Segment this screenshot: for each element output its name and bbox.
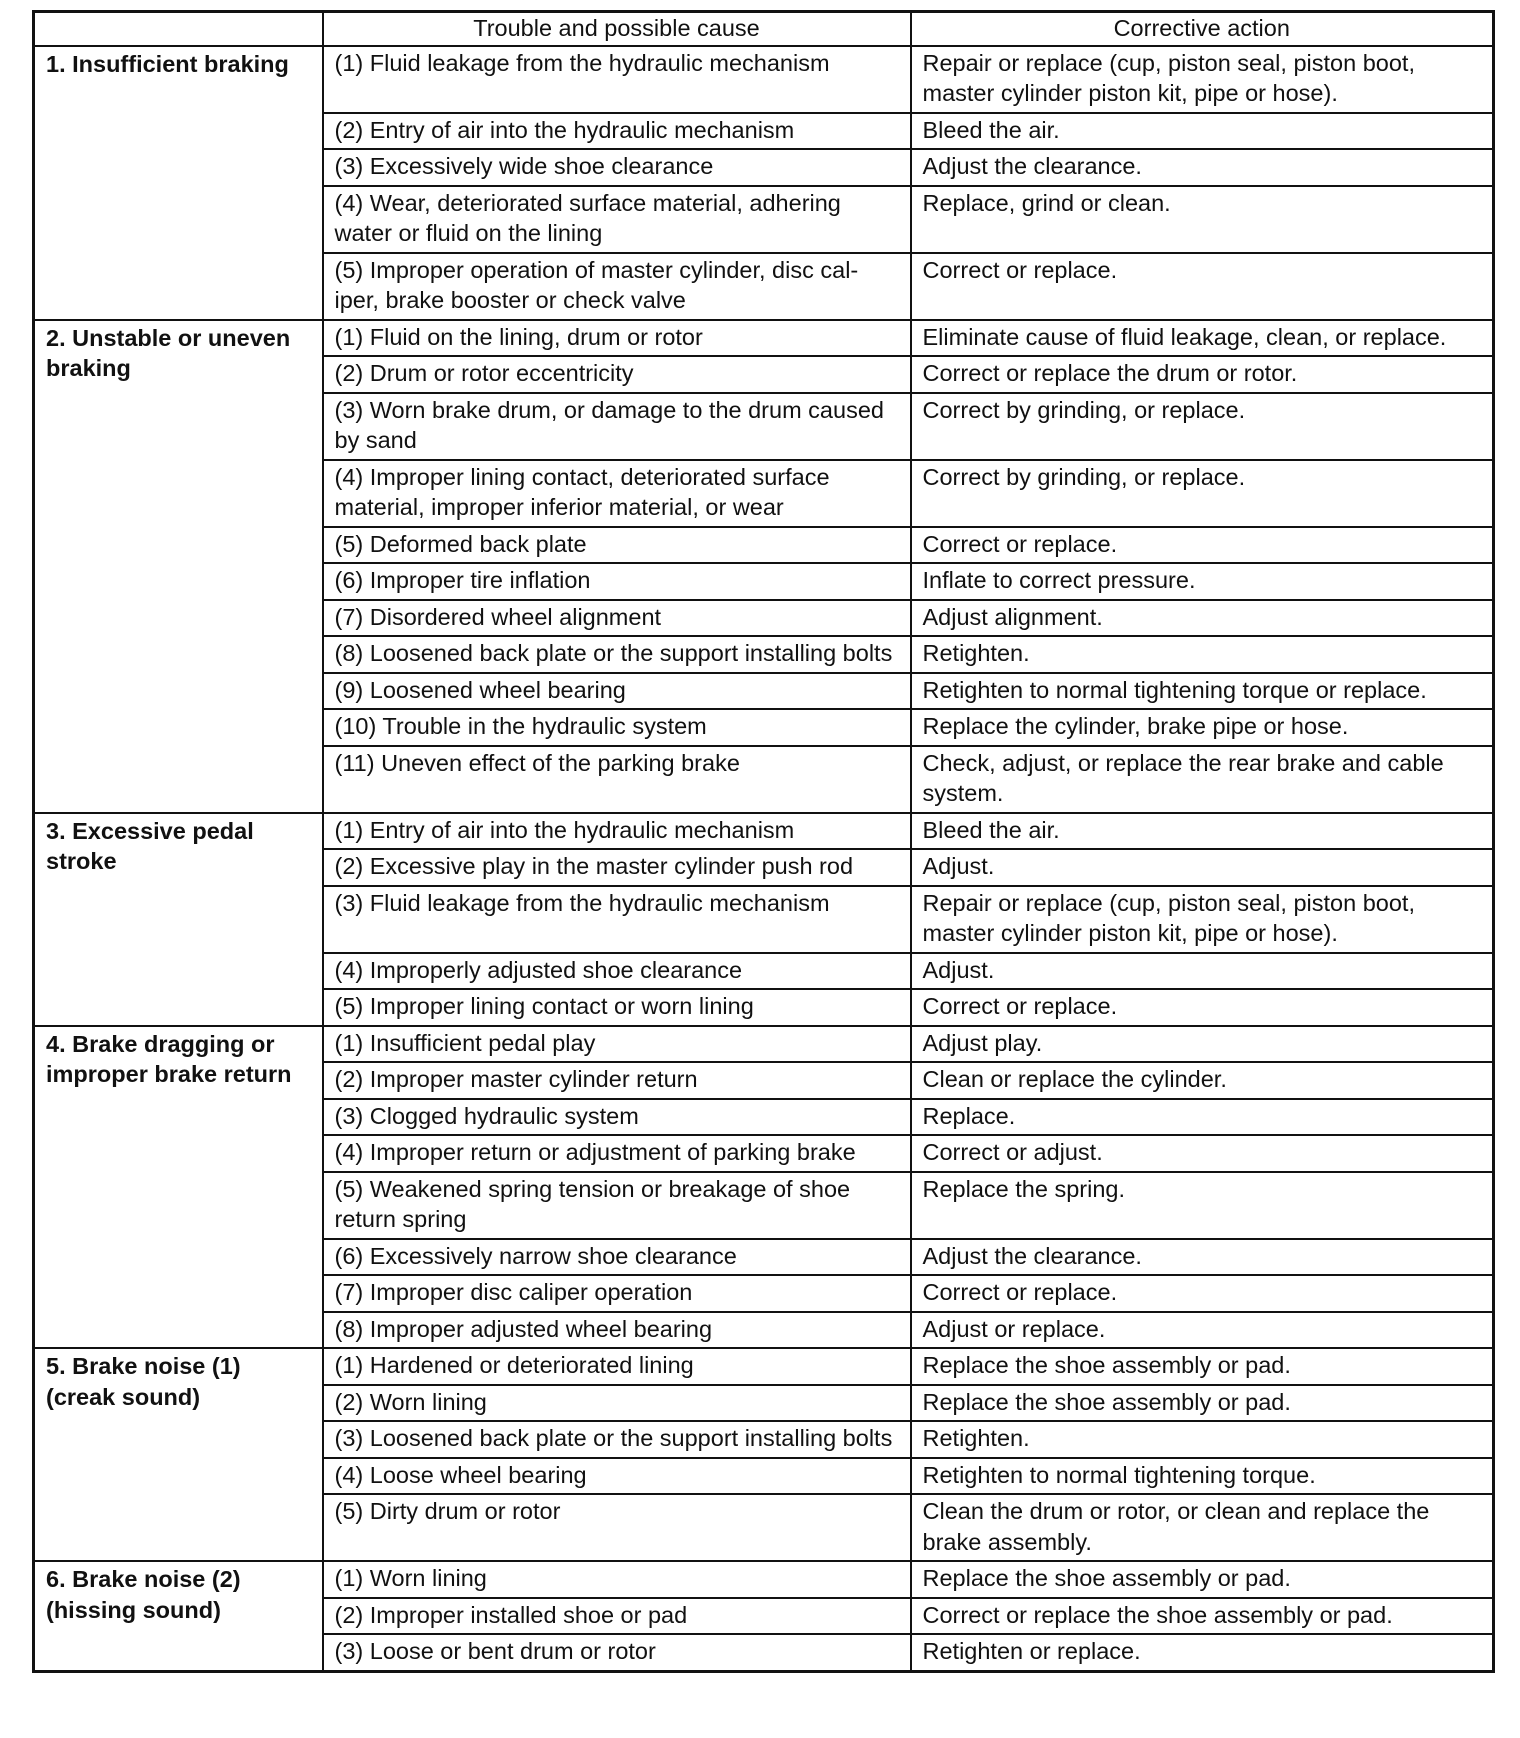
possible-cause-cell: (5) Improper operation of master cylinder, disc cal-iper, brake booster or check valve bbox=[323, 253, 911, 320]
table-header-row bbox=[34, 12, 1494, 46]
corrective-action-cell: Adjust the clearance. bbox=[911, 1239, 1494, 1276]
corrective-action-cell: Bleed the air. bbox=[911, 113, 1494, 150]
corrective-action-cell: Replace the shoe assembly or pad. bbox=[911, 1385, 1494, 1422]
table-row bbox=[34, 46, 1494, 113]
corrective-action-cell: Correct or replace. bbox=[911, 1275, 1494, 1312]
possible-cause-cell: (6) Improper tire inflation bbox=[323, 563, 911, 600]
corrective-action-cell: Retighten or replace. bbox=[911, 1634, 1494, 1671]
corrective-action-cell: Correct by grinding, or replace. bbox=[911, 393, 1494, 460]
corrective-action-cell: Repair or replace (cup, piston seal, piston boot, master cylinder piston kit, pipe or hose). bbox=[911, 46, 1494, 113]
corrective-action-cell: Inflate to correct pressure. bbox=[911, 563, 1494, 600]
possible-cause-cell: (8) Loosened back plate or the support installing bolts bbox=[323, 636, 911, 673]
possible-cause-cell: (1) Entry of air into the hydraulic mechanism bbox=[323, 813, 911, 850]
possible-cause-cell: (11) Uneven effect of the parking brake bbox=[323, 746, 911, 813]
possible-cause-cell: (4) Wear, deteriorated surface material, adhering water or fluid on the lining bbox=[323, 186, 911, 253]
possible-cause-cell: (10) Trouble in the hydraulic system bbox=[323, 709, 911, 746]
possible-cause-cell: (5) Improper lining contact or worn lining bbox=[323, 989, 911, 1026]
table-row bbox=[34, 1348, 1494, 1385]
trouble-category: 5. Brake noise (1) (creak sound) bbox=[34, 1348, 323, 1561]
corrective-action-cell: Retighten. bbox=[911, 636, 1494, 673]
possible-cause-cell: (3) Clogged hydraulic system bbox=[323, 1099, 911, 1136]
corrective-action-cell: Adjust play. bbox=[911, 1026, 1494, 1063]
header-category bbox=[34, 12, 323, 46]
corrective-action-cell: Clean the drum or rotor, or clean and replace the brake assembly. bbox=[911, 1494, 1494, 1561]
corrective-action-cell: Correct or replace. bbox=[911, 527, 1494, 564]
corrective-action-cell: Adjust alignment. bbox=[911, 600, 1494, 637]
possible-cause-cell: (2) Improper master cylinder return bbox=[323, 1062, 911, 1099]
corrective-action-cell: Correct or replace the drum or rotor. bbox=[911, 356, 1494, 393]
corrective-action-cell: Adjust. bbox=[911, 953, 1494, 990]
possible-cause-cell: (5) Dirty drum or rotor bbox=[323, 1494, 911, 1561]
possible-cause-cell: (2) Excessive play in the master cylinder push rod bbox=[323, 849, 911, 886]
trouble-category: 2. Unstable or uneven braking bbox=[34, 320, 323, 813]
corrective-action-cell: Eliminate cause of fluid leakage, clean, or replace. bbox=[911, 320, 1494, 357]
possible-cause-cell: (1) Worn lining bbox=[323, 1561, 911, 1598]
header-corrective-action: Corrective action bbox=[911, 12, 1494, 46]
corrective-action-cell: Replace the shoe assembly or pad. bbox=[911, 1561, 1494, 1598]
possible-cause-cell: (4) Improper return or adjustment of parking brake bbox=[323, 1135, 911, 1172]
corrective-action-cell: Replace. bbox=[911, 1099, 1494, 1136]
corrective-action-cell: Correct or replace the shoe assembly or pad. bbox=[911, 1598, 1494, 1635]
corrective-action-cell: Correct or adjust. bbox=[911, 1135, 1494, 1172]
possible-cause-cell: (5) Deformed back plate bbox=[323, 527, 911, 564]
trouble-category: 1. Insufficient braking bbox=[34, 46, 323, 320]
possible-cause-cell: (9) Loosened wheel bearing bbox=[323, 673, 911, 710]
corrective-action-cell: Retighten to normal tightening torque. bbox=[911, 1458, 1494, 1495]
corrective-action-cell: Adjust the clearance. bbox=[911, 149, 1494, 186]
possible-cause-cell: (2) Worn lining bbox=[323, 1385, 911, 1422]
possible-cause-cell: (1) Hardened or deteriorated lining bbox=[323, 1348, 911, 1385]
possible-cause-cell: (2) Improper installed shoe or pad bbox=[323, 1598, 911, 1635]
table-row bbox=[34, 813, 1494, 850]
possible-cause-cell: (4) Improperly adjusted shoe clearance bbox=[323, 953, 911, 990]
corrective-action-cell: Retighten. bbox=[911, 1421, 1494, 1458]
corrective-action-cell: Clean or replace the cylinder. bbox=[911, 1062, 1494, 1099]
troubleshooting-table bbox=[32, 10, 1495, 1673]
possible-cause-cell: (1) Insufficient pedal play bbox=[323, 1026, 911, 1063]
corrective-action-cell: Correct or replace. bbox=[911, 989, 1494, 1026]
corrective-action-cell: Replace the cylinder, brake pipe or hose. bbox=[911, 709, 1494, 746]
possible-cause-cell: (3) Loosened back plate or the support installing bolts bbox=[323, 1421, 911, 1458]
possible-cause-cell: (2) Entry of air into the hydraulic mechanism bbox=[323, 113, 911, 150]
possible-cause-cell: (3) Loose or bent drum or rotor bbox=[323, 1634, 911, 1671]
possible-cause-cell: (7) Improper disc caliper operation bbox=[323, 1275, 911, 1312]
corrective-action-cell: Replace, grind or clean. bbox=[911, 186, 1494, 253]
corrective-action-cell: Correct by grinding, or replace. bbox=[911, 460, 1494, 527]
corrective-action-cell: Retighten to normal tightening torque or replace. bbox=[911, 673, 1494, 710]
possible-cause-cell: (2) Drum or rotor eccentricity bbox=[323, 356, 911, 393]
possible-cause-cell: (7) Disordered wheel alignment bbox=[323, 600, 911, 637]
trouble-category: 6. Brake noise (2) (hissing sound) bbox=[34, 1561, 323, 1671]
possible-cause-cell: (3) Worn brake drum, or damage to the drum caused by sand bbox=[323, 393, 911, 460]
table-row bbox=[34, 1561, 1494, 1598]
possible-cause-cell: (4) Loose wheel bearing bbox=[323, 1458, 911, 1495]
possible-cause-cell: (3) Fluid leakage from the hydraulic mechanism bbox=[323, 886, 911, 953]
header-trouble-cause: Trouble and possible cause bbox=[323, 12, 911, 46]
possible-cause-cell: (6) Excessively narrow shoe clearance bbox=[323, 1239, 911, 1276]
trouble-category: 3. Excessive pedal stroke bbox=[34, 813, 323, 1026]
corrective-action-cell: Adjust. bbox=[911, 849, 1494, 886]
corrective-action-cell: Replace the shoe assembly or pad. bbox=[911, 1348, 1494, 1385]
table-body bbox=[34, 46, 1494, 1672]
possible-cause-cell: (5) Weakened spring tension or breakage of shoe return spring bbox=[323, 1172, 911, 1239]
possible-cause-cell: (1) Fluid leakage from the hydraulic mechanism bbox=[323, 46, 911, 113]
corrective-action-cell: Bleed the air. bbox=[911, 813, 1494, 850]
possible-cause-cell: (8) Improper adjusted wheel bearing bbox=[323, 1312, 911, 1349]
corrective-action-cell: Check, adjust, or replace the rear brake and cable system. bbox=[911, 746, 1494, 813]
corrective-action-cell: Repair or replace (cup, piston seal, piston boot, master cylinder piston kit, pipe or hose). bbox=[911, 886, 1494, 953]
corrective-action-cell: Correct or replace. bbox=[911, 253, 1494, 320]
possible-cause-cell: (3) Excessively wide shoe clearance bbox=[323, 149, 911, 186]
table-row bbox=[34, 1026, 1494, 1063]
table-row bbox=[34, 320, 1494, 357]
corrective-action-cell: Replace the spring. bbox=[911, 1172, 1494, 1239]
trouble-category: 4. Brake dragging or improper brake return bbox=[34, 1026, 323, 1349]
corrective-action-cell: Adjust or replace. bbox=[911, 1312, 1494, 1349]
possible-cause-cell: (1) Fluid on the lining, drum or rotor bbox=[323, 320, 911, 357]
possible-cause-cell: (4) Improper lining contact, deteriorated surface material, improper inferior material, or wear bbox=[323, 460, 911, 527]
